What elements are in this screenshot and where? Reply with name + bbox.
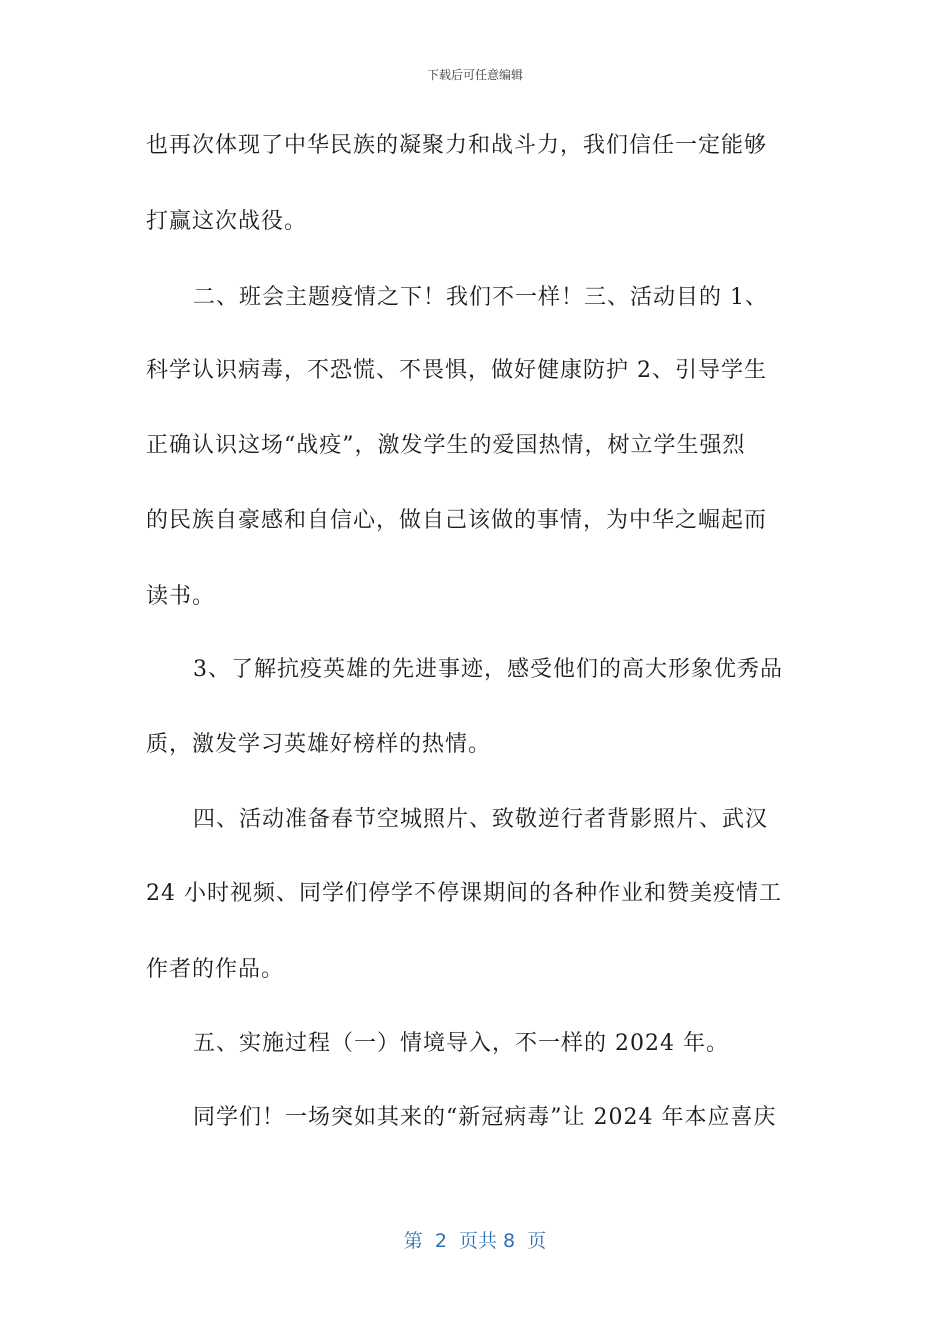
body-line: 作者的作品。 [146, 957, 285, 982]
body-line: 质，激发学习英雄好榜样的热情。 [146, 732, 492, 757]
body-line: 五、实施过程（一）情境导入，不一样的 2024 年。 [193, 1031, 729, 1056]
body-line: 打赢这次战役。 [146, 209, 308, 234]
body-line: 读书。 [146, 584, 216, 609]
body-line: 也再次体现了中华民族的凝聚力和战斗力，我们信任一定能够 [146, 133, 768, 158]
body-line: 的民族自豪感和自信心，做自己该做的事情，为中华之崛起而 [146, 508, 768, 533]
body-line: 24 小时视频、同学们停学不停课期间的各种作业和赞美疫情工 [146, 881, 782, 906]
body-line: 科学认识病毒，不恐慌、不畏惧，做好健康防护 2、引导学生 [146, 358, 767, 383]
page-header: 下载后可任意编辑 [426, 68, 523, 82]
body-line: 同学们！一场突如其来的“新冠病毒”让 2024 年本应喜庆 [193, 1105, 777, 1130]
body-line: 3、了解抗疫英雄的先进事迹，感受他们的高大形象优秀品 [193, 657, 783, 682]
page-number-footer: 第 2 页共 8 页 [403, 1230, 547, 1252]
body-line: 二、班会主题疫情之下！我们不一样！三、活动目的 1、 [193, 285, 768, 310]
body-line: 正确认识这场“战疫”，激发学生的爱国热情，树立学生强烈 [146, 433, 746, 458]
body-line: 四、活动准备春节空城照片、致敬逆行者背影照片、武汉 [193, 807, 769, 832]
